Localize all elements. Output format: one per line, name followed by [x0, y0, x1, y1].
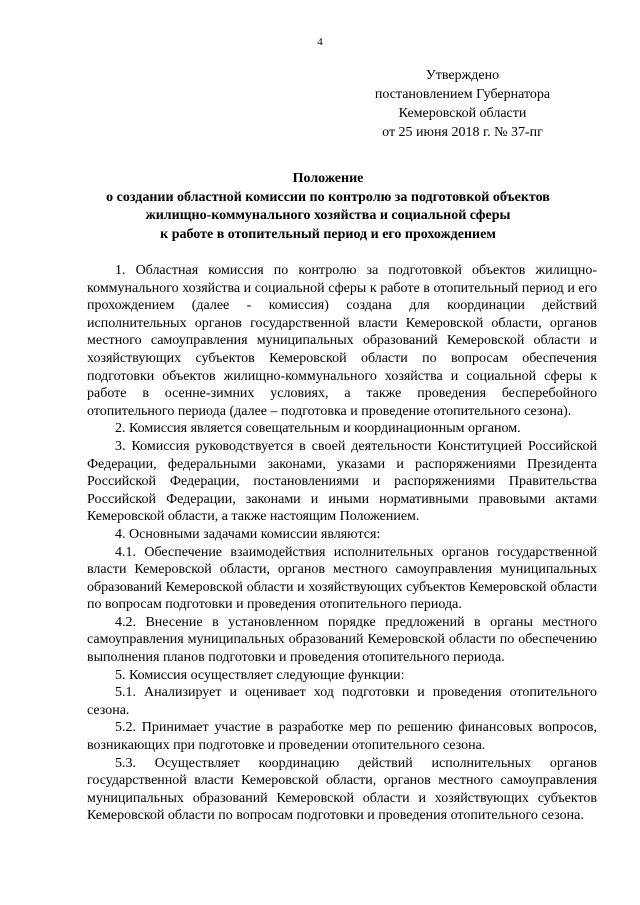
title-line: о создании областной комиссии по контролю за подготовкой объектов	[106, 189, 550, 205]
title-line: жилищно-коммунального хозяйства и социальной сферы	[145, 208, 511, 223]
paragraph-1: 1. Областная комиссия по контролю за подготовкой объектов жилищно-коммунального хозяйства и социальной сферы к работе в отопительный период и его прохождением (далее - комиссия) создана для координации действий исполнительных органов государственной власти Кемеровской области, органов местного самоуправления муниципальных образований Кемеровской области и хозяйствующих субъектов Кемеровской области по вопросам обеспечения подготовки объектов жилищно-коммунального хозяйства и социальной сферы к работе в осенне-зимних условиях, а также проведения бесперебойного отопительного периода (далее – подготовка и проведение отопительного сезона).	[87, 263, 597, 419]
approval-line: постановлением Губернатора	[374, 87, 551, 102]
paragraph-5-2: 5.2. Принимает участие в разработке мер по решению финансовых вопросов, возникающих при подготовке и проведении отопительного сезона.	[87, 720, 597, 754]
title-line: к работе в отопительный период и его прохождением	[160, 226, 496, 242]
paragraph-3: 3. Комиссия руководствуется в своей деятельности Конституцией Российской Федерации, федеральными законами, указами и распоряжениями Президента Российской Федерации, постановлениями и распоряжениями Правительства Российской Федерации, законами и иными нормативными правовыми актами Кемеровской области, а также настоящим Положением.	[87, 438, 597, 525]
document-body	[87, 262, 597, 825]
page-number: 4	[317, 36, 323, 48]
paragraph-4: 4. Основными задачами комиссии являются:	[115, 526, 381, 542]
paragraph-4-1: 4.1. Обеспечение взаимодействия исполнительных органов государственной власти Кемеровской области, органов местного самоуправления муниципальных образований Кемеровской области и хозяйствующих субъектов Кемеровской области по вопросам подготовки и проведения отопительного периода.	[87, 544, 597, 613]
document-title	[60, 170, 596, 244]
title-heading: Положение	[292, 171, 364, 186]
approval-date: от 25 июня 2018 г. № 37-пг	[382, 125, 543, 140]
paragraph-2: 2. Комиссия является совещательным и координационным органом.	[115, 421, 521, 437]
approval-line: Кемеровской области	[398, 106, 527, 121]
approval-stamp	[360, 66, 565, 142]
paragraph-5-3: 5.3. Осуществляет координацию действий исполнительных органов государственной власти Кемеровской области, органов местного самоуправления муниципальных образований Кемеровской области и хозяйствующих субъектов Кемеровской области по вопросам подготовки и проведения отопительного сезона.	[87, 755, 597, 824]
paragraph-5: 5. Комиссия осуществляет следующие функции:	[115, 667, 405, 683]
paragraph-5-1: 5.1. Анализирует и оценивает ход подготовки и проведения отопительного сезона.	[87, 685, 597, 718]
approval-line: Утверждено	[425, 68, 500, 83]
paragraph-4-2: 4.2. Внесение в установленном порядке предложений в органы местного самоуправления муниципальных образований Кемеровской области по обеспечению выполнения планов подготовки и проведения отопительного периода.	[87, 614, 597, 666]
